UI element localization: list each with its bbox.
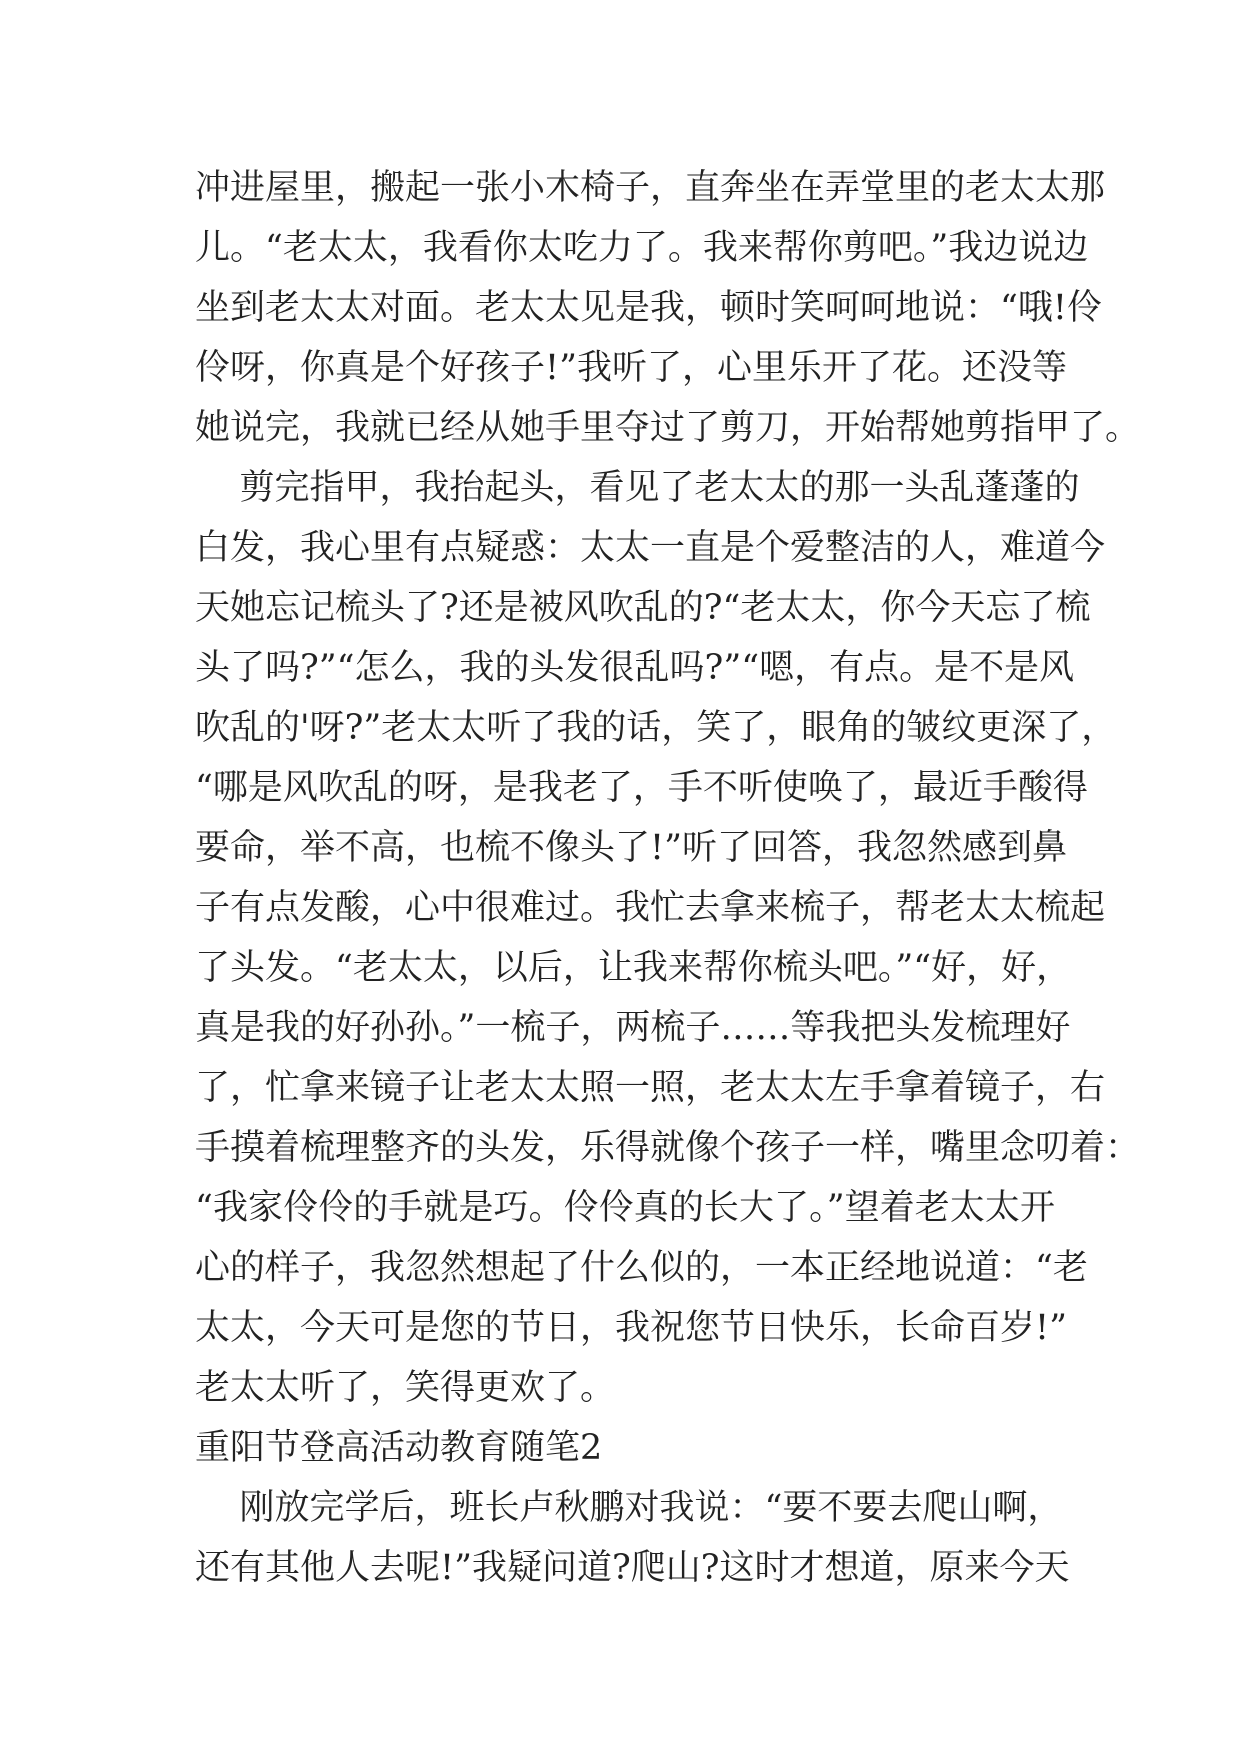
text-line: 她说完，我就已经从她手里夺过了剪刀，开始帮她剪指甲了。 [195,408,1141,448]
text-line: 天她忘记梳头了?还是被风吹乱的?“老太太，你今天忘了梳 [195,588,1091,628]
text-line: 老太太听了，笑得更欢了。 [195,1368,616,1408]
text-line: 儿。“老太太，我看你太吃力了。我来帮你剪吧。”我边说边 [195,228,1089,268]
text-line: 头了吗?”“怎么，我的头发很乱吗?”“嗯，有点。是不是风 [195,648,1075,688]
text-line: 心的样子，我忽然想起了什么似的，一本正经地说道：“老 [195,1248,1088,1288]
text-line: 了，忙拿来镜子让老太太照一照，老太太左手拿着镜子，右 [195,1068,1106,1108]
text-line: “哪是风吹乱的呀，是我老了，手不听使唤了，最近手酸得 [195,768,1088,808]
paragraph [195,158,1141,458]
text-line: 坐到老太太对面。老太太见是我，顿时笑呵呵地说：“哦!伶 [195,288,1102,328]
text-line: 白发，我心里有点疑惑：太太一直是个爱整洁的人，难道今 [195,528,1106,568]
text-line: 手摸着梳理整齐的头发，乐得就像个孩子一样，嘴里念叨着： [195,1128,1141,1168]
paragraph [195,1478,1070,1598]
text-line: 吹乱的'呀?”老太太听了我的话，笑了，眼角的皱纹更深了， [195,708,1117,748]
text-line: 要命，举不高，也梳不像头了!”听了回答，我忽然感到鼻 [195,828,1067,868]
text-line: 刚放完学后，班长卢秋鹏对我说：“要不要去爬山啊， [195,1488,1063,1528]
text-line: 了头发。“老太太，以后，让我来帮你梳头吧。”“好，好， [195,948,1072,988]
text-line: 冲进屋里，搬起一张小木椅子，直奔坐在弄堂里的老太太那 [195,168,1106,208]
document-body [195,158,1141,1598]
text-line: “我家伶伶的手就是巧。伶伶真的长大了。”望着老太太开 [195,1188,1055,1228]
paragraph [195,458,1141,1418]
section-heading: 重阳节登高活动教育随笔2 [195,1428,603,1468]
text-line: 子有点发酸，心中很难过。我忙去拿来梳子，帮老太太梳起 [195,888,1106,928]
text-line: 真是我的好孙孙。”一梳子，两梳子……等我把头发梳理好 [195,1008,1071,1048]
text-line: 剪完指甲，我抬起头，看见了老太太的那一头乱蓬蓬的 [195,468,1080,508]
text-line: 伶呀，你真是个好孩子!”我听了，心里乐开了花。还没等 [195,348,1067,388]
text-line: 还有其他人去呢!”我疑问道?爬山?这时才想道，原来今天 [195,1548,1070,1588]
text-line: 太太，今天可是您的节日，我祝您节日快乐，长命百岁!” [195,1308,1067,1348]
